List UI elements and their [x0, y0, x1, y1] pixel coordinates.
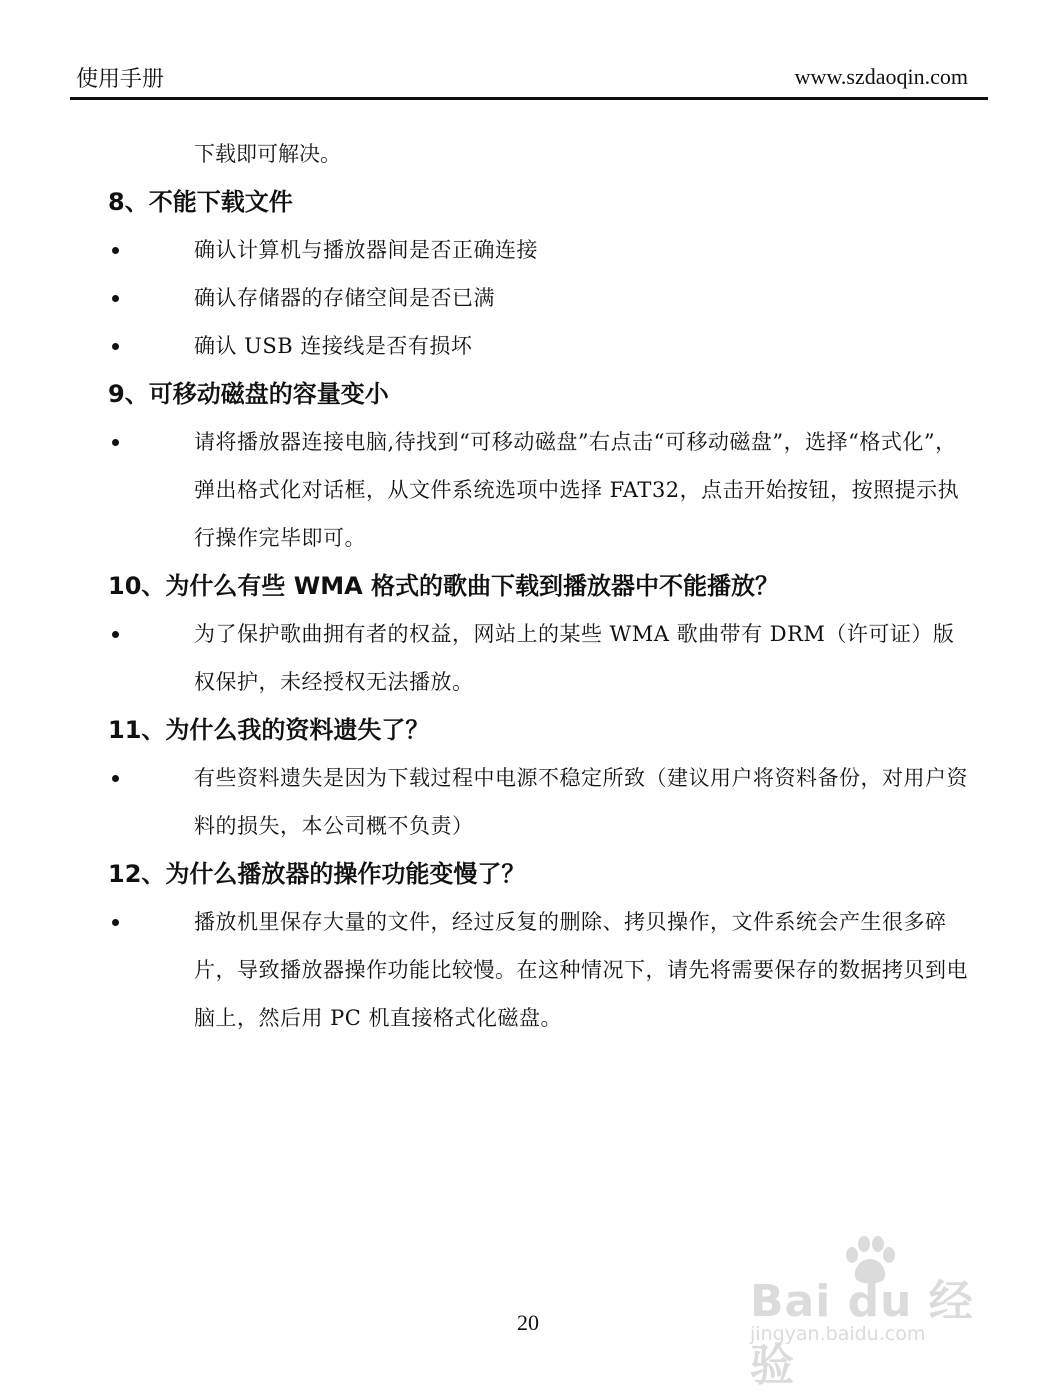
header-url: www.szdaoqin.com	[794, 64, 968, 89]
list-item	[108, 754, 968, 850]
list-item	[108, 610, 968, 706]
bullet-icon	[112, 439, 119, 446]
header-rule	[70, 97, 988, 100]
page-number: 20	[517, 1310, 539, 1335]
bullet-icon	[112, 919, 119, 926]
watermark-url: jingyan.baidu.com	[750, 1323, 926, 1345]
watermark-logo: Bai du 经验	[750, 1276, 974, 1391]
list-item	[108, 898, 968, 1042]
list-item	[108, 274, 968, 322]
page-header	[70, 56, 988, 100]
list-item-text: 请将播放器连接电脑,待找到“可移动磁盘”右点击“可移动磁盘”，选择“格式化”，弹出格式化对话框，从文件系统选项中选择 FAT32，点击开始按钮，按照提示执行操作完毕即可。	[194, 430, 960, 550]
section-heading-9: 9、可移动磁盘的容量变小	[108, 380, 389, 408]
bullet-icon	[112, 343, 119, 350]
bullet-icon	[112, 247, 119, 254]
bullet-icon	[112, 295, 119, 302]
section-heading-10: 10、为什么有些 WMA 格式的歌曲下载到播放器中不能播放？	[108, 572, 780, 600]
bullet-icon	[112, 775, 119, 782]
list-item-text: 播放机里保存大量的文件，经过反复的删除、拷贝操作，文件系统会产生很多碎片，导致播放器操作功能比较慢。在这种情况下，请先将需要保存的数据拷贝到电脑上，然后用 PC 机直接格式化磁盘。	[194, 910, 968, 1030]
section-heading-8: 8、不能下载文件	[108, 188, 293, 216]
list-item	[108, 322, 968, 370]
list-item-text: 有些资料遗失是因为下载过程中电源不稳定所致（建议用户将资料备份，对用户资料的损失，本公司概不负责）	[194, 766, 968, 838]
list-item-text: 确认计算机与播放器间是否正确连接	[194, 238, 538, 262]
continuation-text: 下载即可解决。	[194, 142, 341, 166]
baidu-watermark	[750, 1235, 1000, 1391]
header-title: 使用手册	[76, 67, 165, 92]
list-item-text: 为了保护歌曲拥有者的权益，网站上的某些 WMA 歌曲带有 DRM（许可证）版权保护，未经授权无法播放。	[194, 622, 955, 694]
section-heading-11: 11、为什么我的资料遗失了？	[108, 716, 430, 744]
list-item	[108, 226, 968, 274]
section-heading-12: 12、为什么播放器的操作功能变慢了？	[108, 860, 526, 888]
list-item-text: 确认 USB 连接线是否有损坏	[194, 334, 473, 358]
bullet-icon	[112, 631, 119, 638]
list-item-text: 确认存储器的存储空间是否已满	[194, 286, 495, 310]
list-item	[108, 418, 968, 562]
page-content	[108, 130, 968, 1042]
